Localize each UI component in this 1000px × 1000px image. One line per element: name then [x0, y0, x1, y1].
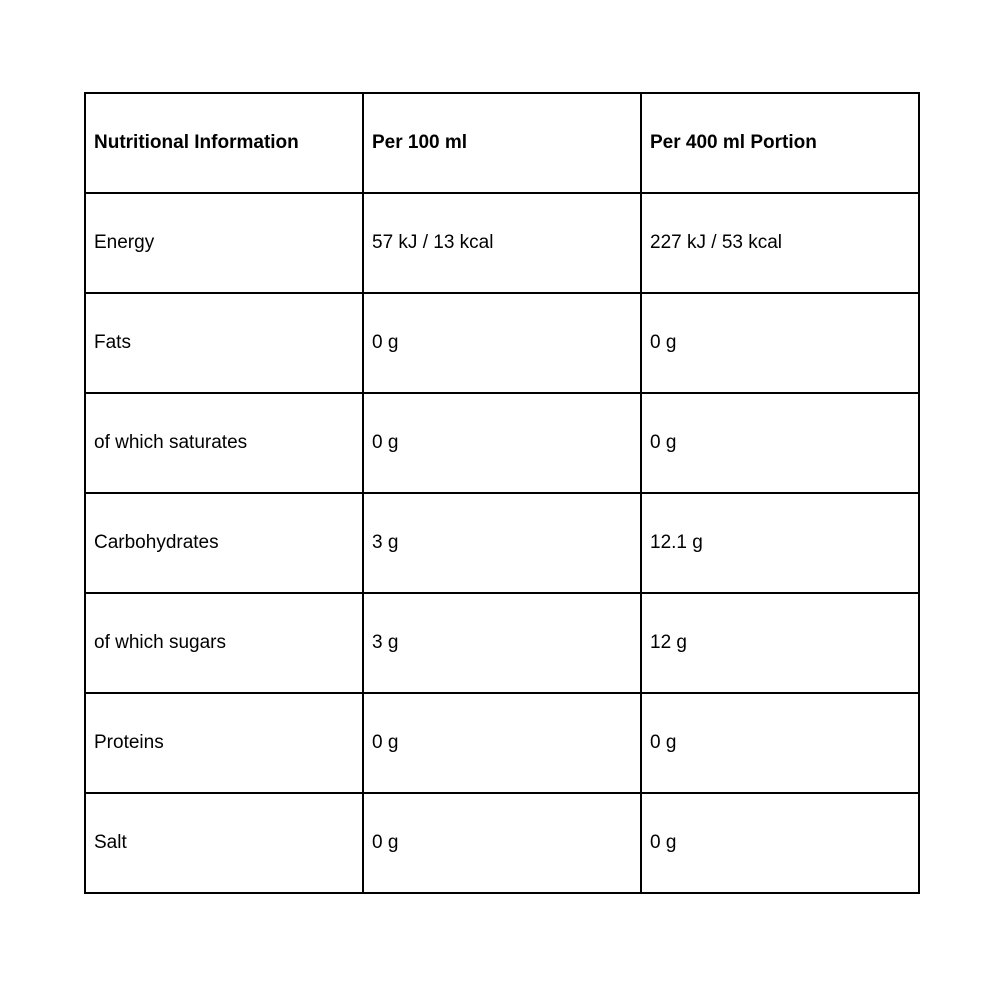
- value-per-100-ml: 0 g: [363, 393, 641, 493]
- row-label: of which saturates: [85, 393, 363, 493]
- value-per-portion: 12 g: [641, 593, 919, 693]
- value-per-100-ml: 0 g: [363, 293, 641, 393]
- table-row: [85, 393, 919, 493]
- value-per-100-ml: 0 g: [363, 693, 641, 793]
- value-per-portion: 0 g: [641, 793, 919, 893]
- row-label: of which sugars: [85, 593, 363, 693]
- value-per-100-ml: 3 g: [363, 493, 641, 593]
- row-label: Proteins: [85, 693, 363, 793]
- header-per-100-ml: Per 100 ml: [363, 93, 641, 193]
- row-label: Carbohydrates: [85, 493, 363, 593]
- header-per-portion: Per 400 ml Portion: [641, 93, 919, 193]
- row-label: Salt: [85, 793, 363, 893]
- table-row: [85, 493, 919, 593]
- row-label: Fats: [85, 293, 363, 393]
- table-body: [85, 193, 919, 893]
- value-per-portion: 0 g: [641, 393, 919, 493]
- header-nutritional-information: Nutritional Information: [85, 93, 363, 193]
- table-row: [85, 293, 919, 393]
- value-per-portion: 0 g: [641, 693, 919, 793]
- table-row: [85, 693, 919, 793]
- table-row: [85, 593, 919, 693]
- row-label: Energy: [85, 193, 363, 293]
- header-row: [85, 93, 919, 193]
- value-per-100-ml: 57 kJ / 13 kcal: [363, 193, 641, 293]
- value-per-portion: 0 g: [641, 293, 919, 393]
- value-per-portion: 227 kJ / 53 kcal: [641, 193, 919, 293]
- table-row: [85, 793, 919, 893]
- table-row: [85, 193, 919, 293]
- nutrition-table: [84, 92, 920, 894]
- value-per-portion: 12.1 g: [641, 493, 919, 593]
- table-header: [85, 93, 919, 193]
- value-per-100-ml: 0 g: [363, 793, 641, 893]
- value-per-100-ml: 3 g: [363, 593, 641, 693]
